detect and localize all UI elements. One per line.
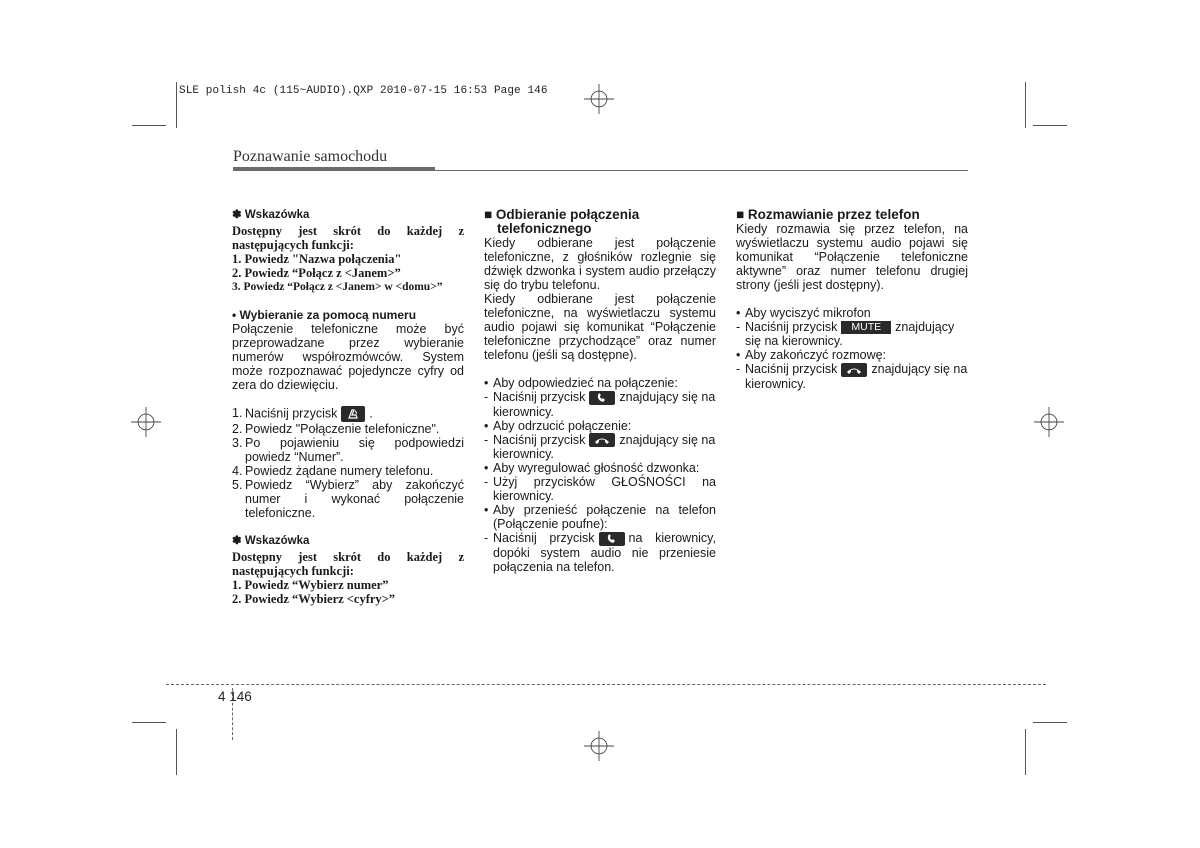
registration-mark-icon (584, 731, 614, 761)
mute-button-image: MUTE (841, 321, 891, 334)
phone-pickup-icon (599, 532, 625, 546)
note-item: 1. Powiedz “Wybierz numer” (232, 578, 389, 592)
paragraph: Kiedy odbierane jest połączenie telefoniczne, z głośników rozlegnie się dźwięk dzwonka i system audio przełączy się do trybu telefonu. (484, 236, 716, 292)
steps-list (232, 406, 464, 520)
list-item: • Aby wyciszyć mikrofon (736, 306, 871, 320)
list-item: - Naciśnij przycisk znajdujący się na kierownicy. (736, 362, 968, 391)
registration-mark-icon (584, 84, 614, 114)
note-item: 3. Powiedz “Połącz z <Janem> w <domu>” (232, 281, 443, 293)
list-item: 3. Po pojawieniu się podpowiedzi powiedz “Numer”. (232, 436, 464, 464)
section-heading: ■ Rozmawianie przez telefon (736, 207, 920, 222)
list-item: - Naciśnij przycisk na kierownicy, dopóki system audio nie przeniesie połączenia na telefon. (484, 531, 716, 575)
note-item: 1. Powiedz "Nazwa połączenia" (232, 252, 402, 266)
section-heading: ■ Odbieranie połączenia (484, 207, 640, 222)
section-title: Poznawanie samochodu (233, 148, 388, 165)
crop-mark (1025, 729, 1026, 775)
footer-rule (166, 684, 1046, 685)
list-item: 4. Powiedz żądane numery telefonu. (232, 464, 434, 478)
crop-mark (1025, 82, 1026, 128)
crop-mark (176, 82, 177, 128)
list-item: • Aby wyregulować głośność dzwonka: (484, 461, 700, 476)
paragraph: Kiedy rozmawia się przez telefon, na wyświetlaczu systemu audio pojawi się komunikat “Połączenie telefoniczne aktywne” oraz numer telefonu drugiej strony (jeśli jest dostępny). (736, 222, 968, 292)
list-item: • Aby odrzucić połączenie: (484, 418, 632, 433)
section-heading: telefonicznego (497, 221, 592, 236)
crop-mark (1033, 722, 1067, 723)
registration-mark-icon (131, 407, 161, 437)
header-bar (233, 167, 435, 171)
list-item: • Aby zakończyć rozmowę: (736, 348, 887, 363)
list-item: - Naciśnij przycisk znajdujący się na kierownicy. (484, 390, 716, 419)
note-item: 2. Powiedz “Wybierz <cyfry>” (232, 592, 396, 606)
list-item: • Aby odpowiedzieć na połączenie: (484, 376, 678, 390)
paragraph: Połączenie telefoniczne może być przeprowadzane przez wybieranie numerów współrozmówców. System może rozpoznawać pojedyncze cyfry od zera do dziewięciu. (232, 322, 464, 392)
crop-mark (132, 125, 166, 126)
note-heading: ✽ Wskazówka (232, 535, 310, 547)
paragraph: Kiedy odbierane jest połączenie telefoniczne, na wyświetlaczu systemu audio pojawi się komunikat “Połączenie telefoniczne przychodzące” oraz numer telefonu (jeśli są dostępne). (484, 292, 716, 362)
phone-hangup-icon (841, 363, 867, 377)
column-middle (484, 208, 716, 574)
column-right (736, 208, 968, 391)
note-heading: ✽ Wskazówka (232, 209, 310, 221)
column-left (232, 208, 464, 606)
note-text: Dostępny jest skrót do każdej z (232, 224, 464, 238)
print-slug: SLE polish 4c (115~AUDIO).QXP 2010-07-15 16:53 Page 146 (179, 85, 548, 97)
list-item: 1. Naciśnij przycisk . (232, 406, 373, 421)
phone-pickup-icon (589, 391, 615, 405)
subsection-heading: • Wybieranie za pomocą numeru (232, 308, 417, 322)
crop-mark (132, 722, 166, 723)
list-item: - Naciśnij przycisk MUTE znajdujący się na kierownicy. (736, 320, 955, 349)
note-item: 2. Powiedz “Połącz z <Janem>” (232, 266, 401, 280)
phone-hangup-icon (589, 433, 615, 447)
crop-mark (176, 729, 177, 775)
registration-mark-icon (1034, 407, 1064, 437)
header-rule (435, 170, 968, 171)
crop-mark (1033, 125, 1067, 126)
list-item: - Naciśnij przycisk znajdujący się na kierownicy. (484, 432, 716, 462)
voice-talk-icon (341, 406, 365, 422)
list-item: 2. Powiedz "Połączenie telefoniczne". (232, 422, 440, 436)
note-text: następujących funkcji: (232, 238, 354, 252)
page-number: 4 146 (218, 689, 252, 704)
note-text: Dostępny jest skrót do każdej z (232, 550, 464, 564)
list-item: 5. Powiedz “Wybierz” aby zakończyć numer i wykonać połączenie telefoniczne. (232, 478, 464, 520)
list-item: • Aby przenieść połączenie na telefon (Połączenie poufne): (484, 503, 716, 532)
note-text: następujących funkcji: (232, 564, 354, 578)
list-item: - Użyj przycisków GŁOŚNOŚCI na kierownicy. (484, 475, 716, 504)
